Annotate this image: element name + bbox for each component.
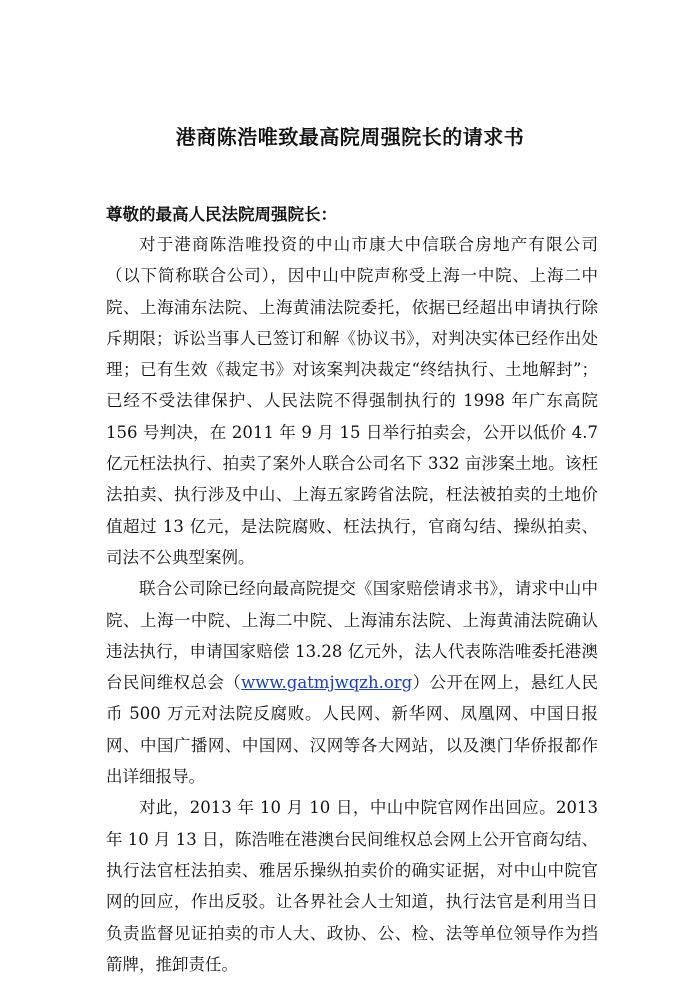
paragraph-2-text-before-link: 联合公司除已经向最高院提交《国家赔偿请求书》，请求中山中院、上海一中院、上海二中院、上海浦东法院、上海黄浦法院确认违法执行，申请国家赔偿 13.28 亿元外，法人代表陈浩唯委托港澳台民间维权总会（: [106, 579, 598, 693]
letter-body: [106, 229, 598, 980]
salutation: 尊敬的最高人民法院周强院长：: [106, 205, 337, 224]
document-title: 港商陈浩唯致最高院周强院长的请求书: [175, 125, 525, 149]
paragraph-2: [106, 573, 598, 792]
paragraph-3: 对此，2013 年 10 月 10 日，中山中院官网作出回应。2013 年 10 月 13 日，陈浩唯在港澳台民间维权总会网上公开官商勾结、执行法官枉法拍卖、雅居乐操纵拍卖价的确实证据，对中山中院官网的回应，作出反驳。让各界社会人士知道，执行法官是利用当日负责监督见证拍卖的市人大、政协、公、检、法等单位领导作为挡箭牌，推卸责任。: [106, 798, 598, 974]
paragraph-2-text-after-link: ）公开在网上，悬红人民币 500 万元对法院反腐败。人民网、新华网、凤凰网、中国日报网、中国广播网、中国网、汉网等各大网站，以及澳门华侨报都作出详细报导。: [106, 673, 599, 787]
paragraph-1: 对于港商陈浩唯投资的中山市康大中信联合房地产有限公司（以下简称联合公司），因中山中院声称受上海一中院、上海二中院、上海浦东法院、上海黄浦法院委托，依据已经超出申请执行除斥期限；诉讼当事人已签订和解《协议书》，对判决实体已经作出处理；已有生效《裁定书》对该案判决裁定“终结执行、土地解封”；已经不受法律保护、人民法院不得强制执行的 1998 年广东高院 156 号判决，在 2011 年 9 月 15 日举行拍卖会，公开以低价 4.7 亿元枉法执行、拍卖了案外人联合公司名下 332 亩涉案土地。该枉法拍卖、执行涉及中山、上海五家跨省法院，枉法被拍卖的土地价值超过 13 亿元，是法院腐败、枉法执行，官商勾结、操纵拍卖、司法不公典型案例。: [106, 235, 598, 567]
website-link[interactable]: www.gatmjwqzh.org: [241, 673, 413, 693]
